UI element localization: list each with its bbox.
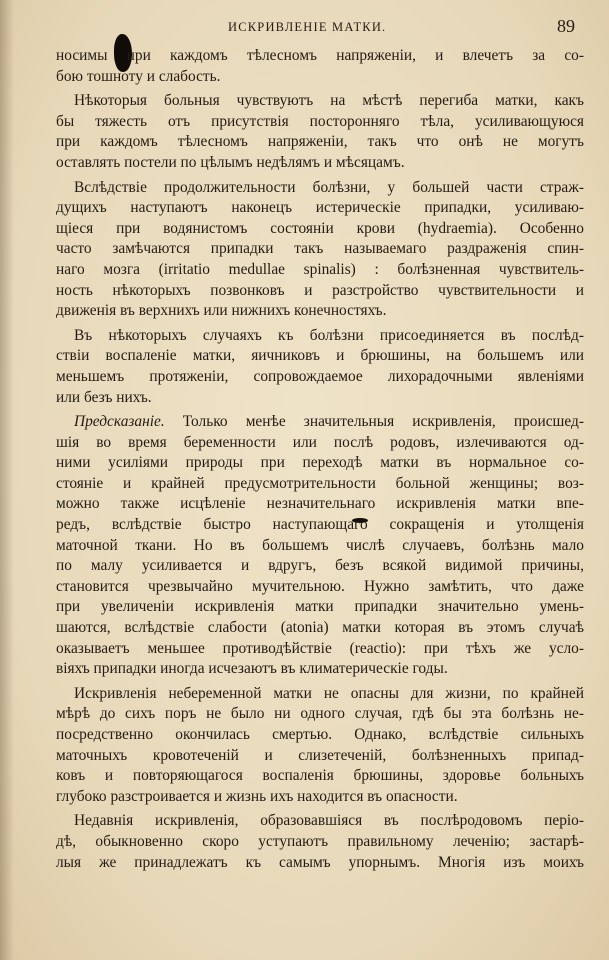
text-line: наго мозга (irritatio medullae spinalis) : болѣзненная чувствитель- [56,260,584,278]
text-line: часто замѣчаются припадки такъ называемаго раздраженія спин- [56,240,584,258]
text-line: при увеличеніи искривленія матки припадки значительно умень- [56,598,584,616]
text-line: оставлять постели по цѣлымъ недѣлямъ и мѣсяцамъ. [56,153,405,171]
text-line: щіеся при водянистомъ состояніи крови (hydraemia). Особенно [56,219,584,237]
text-line: можно также исцѣленіе незначительнаго искривленія матки впе- [56,495,584,513]
page-header [0,14,609,42]
text-line: Въ нѣкоторыхъ случаяхъ къ болѣзни присоединяется въ послѣд- [74,326,584,344]
text-line: движенія въ верхнихъ или нижнихъ конечностяхъ. [56,302,387,320]
text-line: ними усиліями природы при переходѣ матки въ нормальное со- [56,454,584,472]
text-line: віяхъ припадки иногда исчезаютъ въ климатерическіе годы. [56,660,448,678]
text-line: маточной ткани. Но въ большемъ числѣ случаевъ, болѣзнь мало [56,536,584,554]
text-line: оказываетъ меньшее противодѣйствіе (reactio): при тѣхъ же усло- [56,639,584,657]
text-line: бою тошноту и слабость. [56,67,221,85]
text-line: бы тяжесть отъ присутствія посторонняго тѣла, усиливающуюся [56,112,584,130]
text-line: ствіи воспаленіе матки, яичниковъ и брюшины, на большемъ или [56,347,584,365]
page-number: 89 [557,16,575,36]
text-line: ковъ и повторяющагося воспаленія брюшины, здоровье больныхъ [56,767,584,785]
binding-shadow [0,0,14,960]
text-line: носимы при каждомъ тѣлесномъ напряженіи, и влечетъ за со- [56,47,584,64]
text-line: при каждомъ тѣлесномъ напряженіи, такъ что онѣ не могутъ [56,133,584,151]
text-line: по малу усиливается и вдругъ, безъ всякой видимой причины, [56,557,584,575]
paragraph [56,46,584,87]
text-line: маточныхъ кровотеченій и слизетеченій, болѣзненныхъ припад- [56,746,584,764]
text-line: мѣрѣ до сихъ поръ не было ни одного случая, гдѣ бы эта болѣзнь не- [56,705,584,723]
running-head: ИСКРИВЛЕНІЕ МАТКИ. [228,20,387,34]
text-line: шія во время беременности или послѣ родовъ, излечиваются од- [56,433,584,451]
text-line: становится чрезвычайно мучительною. Нужно замѣтить, что даже [56,577,584,595]
text-line: ность нѣкоторыхъ позвонковъ и разстройство чувствительности и [56,281,584,299]
text-line: дущихъ наступаютъ наконецъ истерическіе припадки, усиливаю- [56,199,584,217]
text-line: Недавнія искривленія, образовавшіяся въ послѣродовомъ періо- [74,812,584,830]
text-line: или безъ нихъ. [56,388,152,406]
paragraph [56,811,584,873]
text-line: посредственно окончилась смертью. Однако, вслѣдствіе сильныхъ [56,726,584,743]
text-line: Нѣкоторыя больныя чувствуютъ на мѣстѣ перегиба матки, какъ [74,92,584,110]
paragraph-prognosis [56,412,584,680]
text-line: меньшемъ протяженіи, сопровождаемое лихорадочными явленіями [56,367,584,385]
text-line: Предсказаніе. Только менѣе значительныя искривленія, происшед- [74,413,584,431]
body-text [56,46,584,873]
text-line: Искривленія небеременной матки не опасны для жизни, по крайней [74,684,584,702]
section-heading-prognosis: Предсказаніе. [74,413,165,431]
paragraph [56,91,584,173]
text-line: дѣ, обыкновенно скоро уступаютъ правильному леченію; застарѣ- [56,832,584,850]
text-line: редъ, вслѣдствіе быстро наступающаго сокращенія и утолщенія [56,516,584,534]
text-line: стояніе и крайней предусмотрительности больной женщины; воз- [56,474,584,492]
paragraph [56,178,584,322]
text-line: глубоко разстроивается и жизнь ихъ находится въ опасности. [56,787,458,805]
paragraph [56,684,584,808]
text-line: шаются, вслѣдствіе слабости (atonia) матки которая въ этомъ случаѣ [56,619,584,637]
text-line: Вслѣдствіе продолжительности болѣзни, у большей части страж- [74,178,584,196]
text-line: лыя же принадлежатъ къ самымъ упорнымъ. Многія изъ моихъ [56,853,584,871]
paragraph [56,326,584,408]
